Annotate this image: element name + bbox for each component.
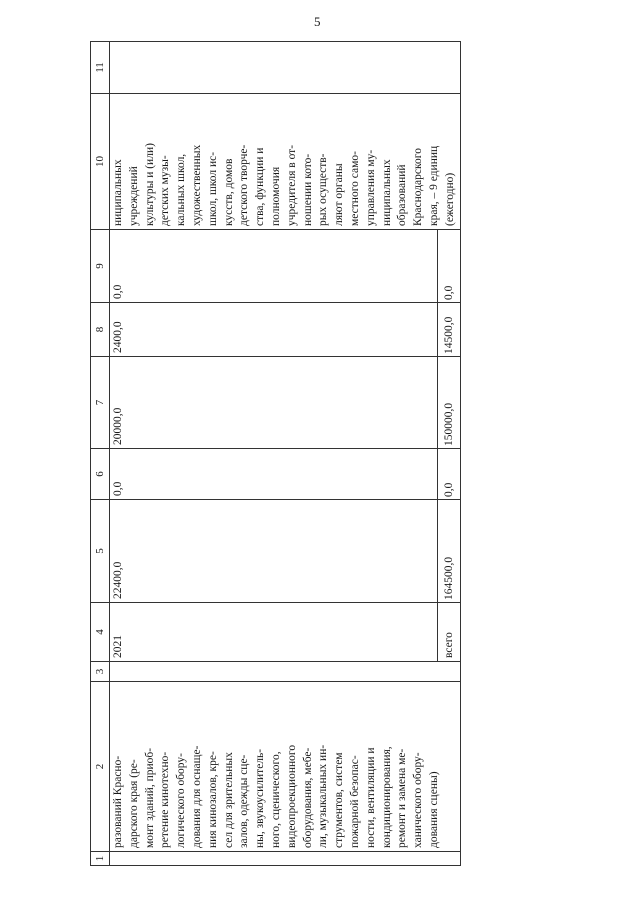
rotated-table [90,42,454,866]
amount-5-value: 22400,0 [112,561,124,599]
cell-amount-5 [110,500,461,603]
amount-7-value: 20000,0 [112,407,124,445]
total-label: всего [437,602,461,662]
table-row [110,42,461,866]
column-number-9: 9 [91,230,110,303]
column-number-11: 11 [91,42,110,94]
cell-amount-9 [110,230,461,303]
cell-amount-7 [110,357,461,449]
cell-empty-3 [110,662,461,682]
column-number-2: 2 [91,682,110,852]
column-number-1: 1 [91,852,110,866]
cell-empty-11 [110,42,461,94]
column-number-3: 3 [91,662,110,682]
amount-6-total: 0,0 [437,448,461,500]
expected-result: ниципальных учреждений культуры и (или) детских музы- кальных школ, художественных школ, школ ис- кусств, домов детского творче- ства, функции и полномочия учредителя в от- ношении кото- рых осуществ- ляют органы местного само- управления му- ниципальных образований Краснодарского края, – 9 единиц (ежегодно) [110,94,461,230]
column-number-8: 8 [91,303,110,357]
cell-amount-8 [110,303,461,357]
amount-8-value: 2400,0 [112,321,124,353]
amount-7-total: 150000,0 [437,356,461,449]
column-number-10: 10 [91,94,110,230]
data-table-container [90,42,454,866]
column-number-7: 7 [91,357,110,449]
header-row [91,42,110,866]
activity-description: разований Красно- дарского края (ре- монт зданий, приоб- ретение кинотехно- логического обору- дования для оснаще- ния кинозалов, кре- сел для зрительных залов, одежды сце- ны, звукоусилитель- ного, сценического, видеопроекционного оборудования, мебе- ли, музыкальных ин- струментов, систем пожарной безопас- ности, вентиляции и кондиционирования, ремонт и замена ме- ханического обору- дования сцены) [110,682,461,852]
cell-year [110,603,461,662]
amount-9-total: 0,0 [437,229,461,303]
program-table [90,41,461,866]
amount-9-value: 0,0 [112,284,124,299]
cell-amount-6 [110,449,461,500]
amount-5-total: 164500,0 [437,499,461,603]
amount-6-value: 0,0 [112,481,124,496]
column-number-6: 6 [91,449,110,500]
year-value: 2021 [112,635,124,658]
cell-row-number [110,852,461,866]
column-number-5: 5 [91,500,110,603]
page-number: 5 [314,14,321,29]
amount-8-total: 14500,0 [437,302,461,357]
column-number-4: 4 [91,603,110,662]
